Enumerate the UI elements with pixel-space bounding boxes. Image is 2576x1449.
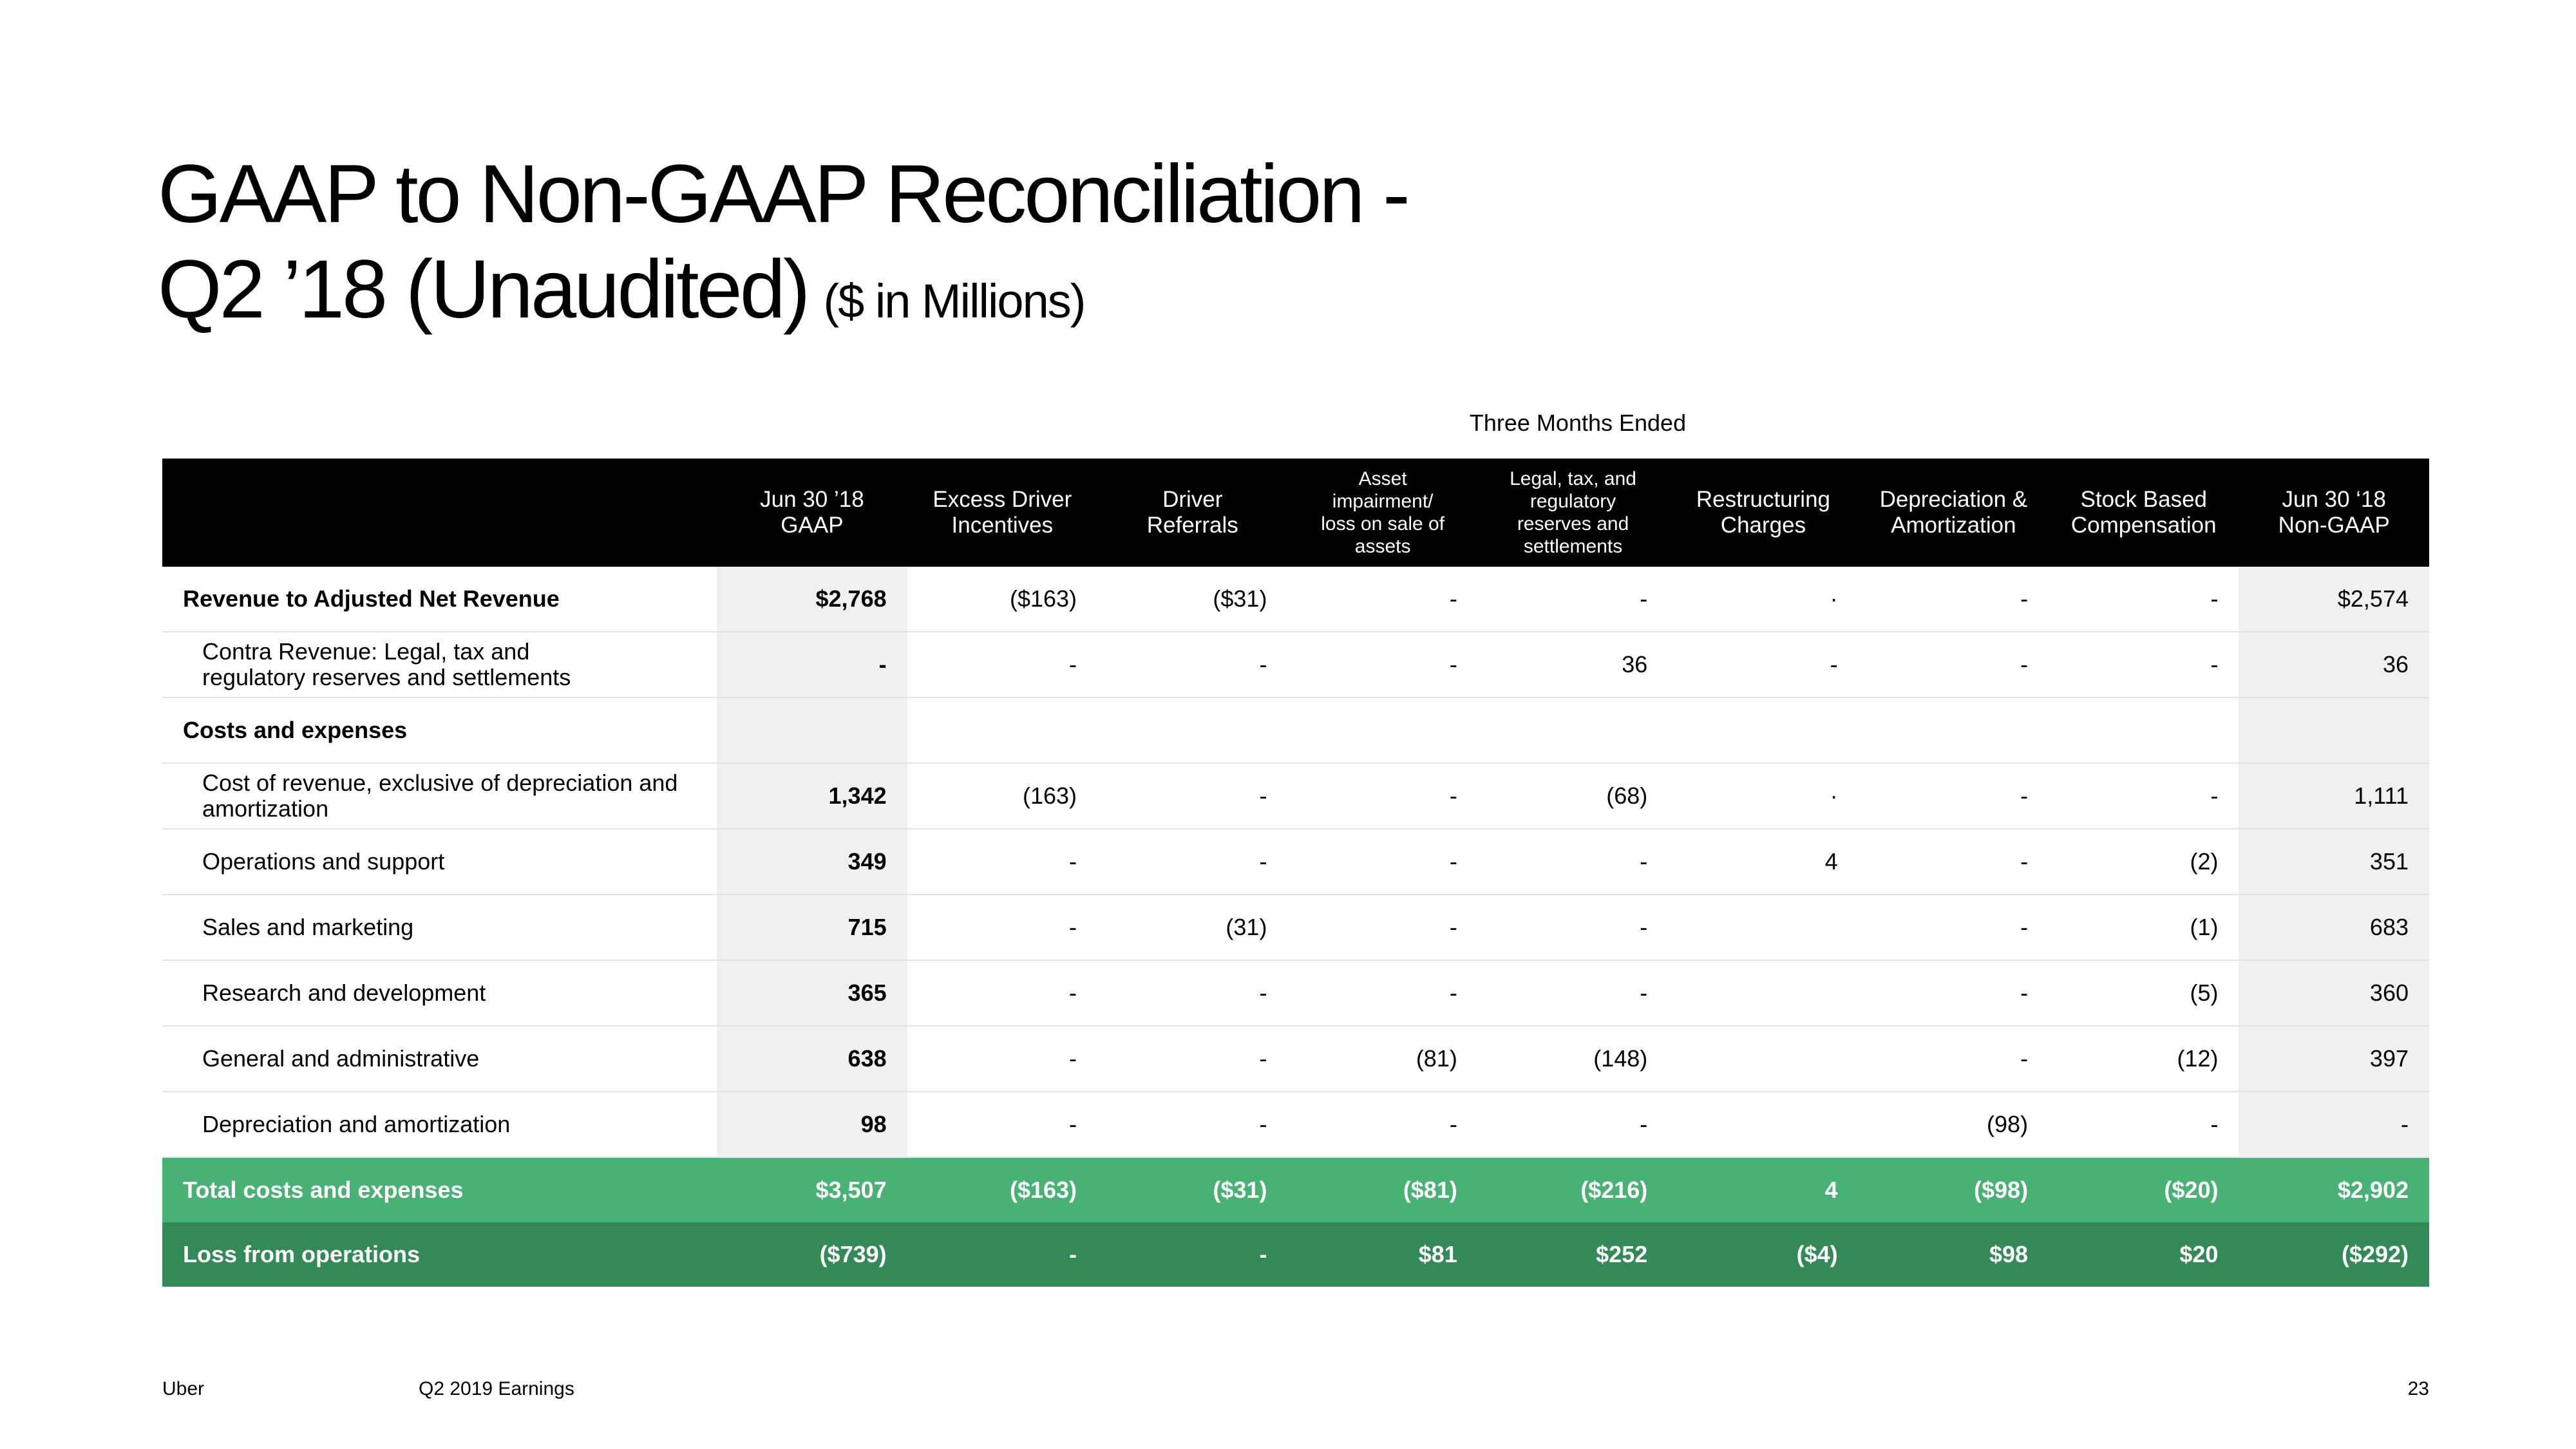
cell-value: ($31): [1097, 567, 1287, 632]
cell-value: $98: [1859, 1222, 2049, 1287]
cell-value: -: [1287, 632, 1477, 697]
row-label: Costs and expenses: [162, 697, 717, 763]
row-label: Loss from operations: [162, 1222, 717, 1287]
cell-value: -: [2049, 763, 2239, 829]
header-label-column: [162, 459, 717, 567]
slide-title: [158, 147, 1408, 349]
cell-value: [1478, 697, 1668, 763]
cell-value: -: [1287, 1092, 1477, 1157]
cell-value: (68): [1478, 763, 1668, 829]
title-line-2: [158, 242, 1408, 349]
table-row: [162, 1222, 2429, 1287]
header-column-9: Jun 30 ‘18 Non-GAAP: [2239, 459, 2429, 567]
header-column-1: Jun 30 ’18 GAAP: [717, 459, 907, 567]
cell-value: ($4): [1668, 1222, 1858, 1287]
title-line-2-text: Q2 ’18 (Unaudited): [158, 243, 808, 336]
cell-value: -: [1097, 1026, 1287, 1092]
title-line-1: GAAP to Non-GAAP Reconciliation -: [158, 148, 1408, 240]
cell-value: [1668, 697, 1858, 763]
row-label: Depreciation and amortization: [162, 1092, 717, 1157]
table-row: [162, 632, 2429, 697]
cell-value: -: [1097, 1092, 1287, 1157]
cell-value: $2,902: [2239, 1157, 2429, 1222]
cell-value: ($739): [717, 1222, 907, 1287]
cell-value: 715: [717, 895, 907, 960]
cell-value: 397: [2239, 1026, 2429, 1092]
cell-value: -: [907, 895, 1097, 960]
table-row: [162, 697, 2429, 763]
cell-value: (1): [2049, 895, 2239, 960]
cell-value: -: [1478, 829, 1668, 895]
cell-value: ($20): [2049, 1157, 2239, 1222]
header-column-7: Depreciation & Amortization: [1859, 459, 2049, 567]
page-number: 23: [2407, 1378, 2429, 1399]
row-label: Contra Revenue: Legal, tax and regulatory reserves and settlements: [162, 632, 717, 697]
row-label: General and administrative: [162, 1026, 717, 1092]
table-row: [162, 763, 2429, 829]
row-label: Operations and support: [162, 829, 717, 895]
cell-value: $3,507: [717, 1157, 907, 1222]
cell-value: [1668, 1092, 1858, 1157]
table-row: [162, 567, 2429, 632]
title-unit: ($ in Millions): [823, 274, 1085, 328]
cell-value: ($98): [1859, 1157, 2049, 1222]
cell-value: 1,111: [2239, 763, 2429, 829]
cell-value: ·: [1668, 567, 1858, 632]
cell-value: $20: [2049, 1222, 2239, 1287]
cell-value: (12): [2049, 1026, 2239, 1092]
cell-value: 351: [2239, 829, 2429, 895]
cell-value: -: [1287, 763, 1477, 829]
cell-value: ($163): [907, 1157, 1097, 1222]
cell-value: -: [1859, 829, 2049, 895]
cell-value: [1668, 1026, 1858, 1092]
table-row: [162, 960, 2429, 1026]
cell-value: ($216): [1478, 1157, 1668, 1222]
cell-value: [907, 697, 1097, 763]
cell-value: (163): [907, 763, 1097, 829]
cell-value: (31): [1097, 895, 1287, 960]
cell-value: -: [1859, 567, 2049, 632]
cell-value: (98): [1859, 1092, 2049, 1157]
cell-value: (2): [2049, 829, 2239, 895]
cell-value: -: [1097, 829, 1287, 895]
cell-value: -: [1859, 1026, 2049, 1092]
header-column-6: Restructuring Charges: [1668, 459, 1858, 567]
cell-value: ($292): [2239, 1222, 2429, 1287]
cell-value: -: [1859, 763, 2049, 829]
cell-value: 36: [2239, 632, 2429, 697]
cell-value: -: [1668, 632, 1858, 697]
cell-value: -: [1287, 829, 1477, 895]
cell-value: [1668, 960, 1858, 1026]
cell-value: -: [1097, 763, 1287, 829]
cell-value: 98: [717, 1092, 907, 1157]
cell-value: -: [2049, 1092, 2239, 1157]
table-row: [162, 1092, 2429, 1157]
period-label: Three Months Ended: [1469, 410, 1687, 436]
cell-value: 4: [1668, 829, 1858, 895]
cell-value: (81): [1287, 1026, 1477, 1092]
cell-value: -: [1097, 632, 1287, 697]
footer-report-name: Q2 2019 Earnings: [419, 1378, 574, 1399]
cell-value: 360: [2239, 960, 2429, 1026]
cell-value: [1859, 697, 2049, 763]
cell-value: -: [1478, 960, 1668, 1026]
cell-value: 1,342: [717, 763, 907, 829]
row-label: Sales and marketing: [162, 895, 717, 960]
cell-value: -: [2049, 632, 2239, 697]
cell-value: -: [1097, 960, 1287, 1026]
cell-value: $2,768: [717, 567, 907, 632]
table-row: [162, 829, 2429, 895]
cell-value: 36: [1478, 632, 1668, 697]
cell-value: [1668, 895, 1858, 960]
cell-value: -: [717, 632, 907, 697]
cell-value: 349: [717, 829, 907, 895]
reconciliation-table: [162, 459, 2429, 1287]
cell-value: -: [2239, 1092, 2429, 1157]
cell-value: -: [1287, 895, 1477, 960]
cell-value: -: [1859, 632, 2049, 697]
table-header: [162, 459, 2429, 567]
cell-value: 683: [2239, 895, 2429, 960]
cell-value: -: [1287, 567, 1477, 632]
cell-value: [2049, 697, 2239, 763]
header-column-2: Excess Driver Incentives: [907, 459, 1097, 567]
cell-value: -: [907, 1222, 1097, 1287]
cell-value: -: [1478, 567, 1668, 632]
cell-value: -: [2049, 567, 2239, 632]
cell-value: -: [907, 1092, 1097, 1157]
cell-value: -: [907, 632, 1097, 697]
cell-value: [1097, 697, 1287, 763]
row-label: Research and development: [162, 960, 717, 1026]
cell-value: -: [1478, 895, 1668, 960]
cell-value: 365: [717, 960, 907, 1026]
cell-value: -: [1859, 960, 2049, 1026]
cell-value: -: [907, 1026, 1097, 1092]
cell-value: ($31): [1097, 1157, 1287, 1222]
footer-brand: Uber: [162, 1378, 205, 1399]
table-body: [162, 567, 2429, 1287]
table-row: [162, 895, 2429, 960]
table-row: [162, 1157, 2429, 1222]
cell-value: [1287, 697, 1477, 763]
cell-value: 4: [1668, 1157, 1858, 1222]
cell-value: $2,574: [2239, 567, 2429, 632]
row-label: Total costs and expenses: [162, 1157, 717, 1222]
cell-value: -: [907, 829, 1097, 895]
cell-value: ($81): [1287, 1157, 1477, 1222]
header-column-4: Asset impairment/ loss on sale of assets: [1287, 459, 1477, 567]
cell-value: 638: [717, 1026, 907, 1092]
cell-value: ($163): [907, 567, 1097, 632]
cell-value: (148): [1478, 1026, 1668, 1092]
row-label: Cost of revenue, exclusive of depreciation and amortization: [162, 763, 717, 829]
cell-value: -: [907, 960, 1097, 1026]
header-column-8: Stock Based Compensation: [2049, 459, 2239, 567]
cell-value: ·: [1668, 763, 1858, 829]
cell-value: -: [1287, 960, 1477, 1026]
cell-value: -: [1859, 895, 2049, 960]
header-column-5: Legal, tax, and regulatory reserves and settlements: [1478, 459, 1668, 567]
cell-value: -: [1478, 1092, 1668, 1157]
cell-value: $81: [1287, 1222, 1477, 1287]
header-column-3: Driver Referrals: [1097, 459, 1287, 567]
cell-value: [2239, 697, 2429, 763]
cell-value: -: [1097, 1222, 1287, 1287]
row-label: Revenue to Adjusted Net Revenue: [162, 567, 717, 632]
cell-value: (5): [2049, 960, 2239, 1026]
table-row: [162, 1026, 2429, 1092]
cell-value: [717, 697, 907, 763]
cell-value: $252: [1478, 1222, 1668, 1287]
